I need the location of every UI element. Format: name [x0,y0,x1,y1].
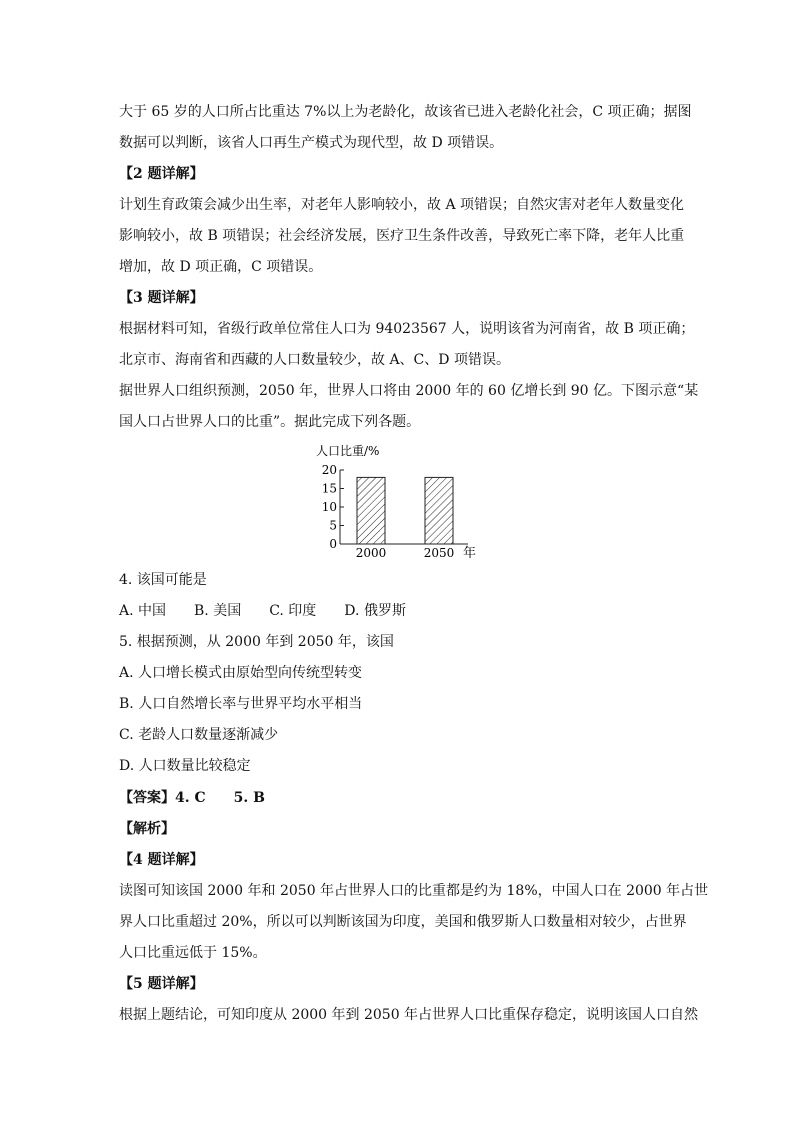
x-tick-label: 2000 [355,546,387,560]
text-line: 根据材料可知，省级行政单位常住人口为 94023567 人，说明该省为河南省，故 B 项正确； [119,321,695,337]
analysis-heading: 【解析】 [119,821,175,837]
text-line: 根据上题结论，可知印度从 2000 年到 2050 年占世界人口比重保存稳定，说明该国人口自然 [119,1007,699,1023]
population-share-chart [300,440,500,565]
bar-2050 [425,477,453,544]
question-4: 4. 该国可能是 [119,572,207,588]
text-line: 国人口占世界人口的比重”。据此完成下列各题。 [119,414,421,430]
y-tick-label: 0 [329,537,337,551]
text-line: 计划生育政策会减少出生率，对老年人影响较小，故 A 项错误；自然灾害对老年人数量变化 [119,197,685,213]
section-heading: 【2 题详解】 [119,166,204,182]
text-line: 大于 65 岁的人口所占比重达 7%以上为老龄化，故该省已进入老龄化社会，C 项正确；据图 [119,104,692,120]
y-tick-label: 10 [321,500,337,514]
text-line: 人口比重远低于 15%。 [119,945,267,961]
answer-line: 【答案】4. C 5. B [119,790,265,806]
bar-2000 [357,477,385,544]
option-a: A. 人口增长模式由原始型向传统型转变 [119,665,363,681]
x-tick-label: 2050 [423,546,455,560]
text-line: 界人口比重超过 20%，所以可以判断该国为印度，美国和俄罗斯人口数量相对较少，占世界 [119,914,687,930]
text-line: 影响较小，故 B 项错误；社会经济发展，医疗卫生条件改善，导致死亡率下降，老年人比重 [119,228,685,244]
text-line: 读图可知该国 2000 年和 2050 年占世界人口的比重都是约为 18%，中国人口在 2000 年占世 [119,883,709,899]
x-axis-label: 年 [463,546,477,561]
question-4-options: A. 中国 B. 美国 C. 印度 D. 俄罗斯 [119,603,406,619]
text-line: 据世界人口组织预测，2050 年，世界人口将由 2000 年的 60 亿增长到 90 亿。下图示意“某 [119,383,699,399]
y-tick-label: 15 [321,481,337,496]
option-d: D. 人口数量比较稳定 [119,758,251,774]
y-tick-label: 5 [329,518,337,533]
text-line: 北京市、海南省和西藏的人口数量较少，故 A、C、D 项错误。 [119,352,510,368]
option-c: C. 老龄人口数量逐渐减少 [119,727,279,743]
q5-heading: 【5 题详解】 [119,976,204,992]
question-5: 5. 根据预测，从 2000 年到 2050 年，该国 [119,634,394,650]
text-line: 增加，故 D 项正确，C 项错误。 [119,259,323,275]
y-axis-label: 人口比重/% [316,444,380,458]
q4-heading: 【4 题详解】 [119,852,204,868]
option-b: B. 人口自然增长率与世界平均水平相当 [119,696,363,712]
y-tick-label: 20 [321,463,337,477]
text-line: 数据可以判断，该省人口再生产模式为现代型，故 D 项错误。 [119,135,504,151]
section-heading: 【3 题详解】 [119,290,204,306]
